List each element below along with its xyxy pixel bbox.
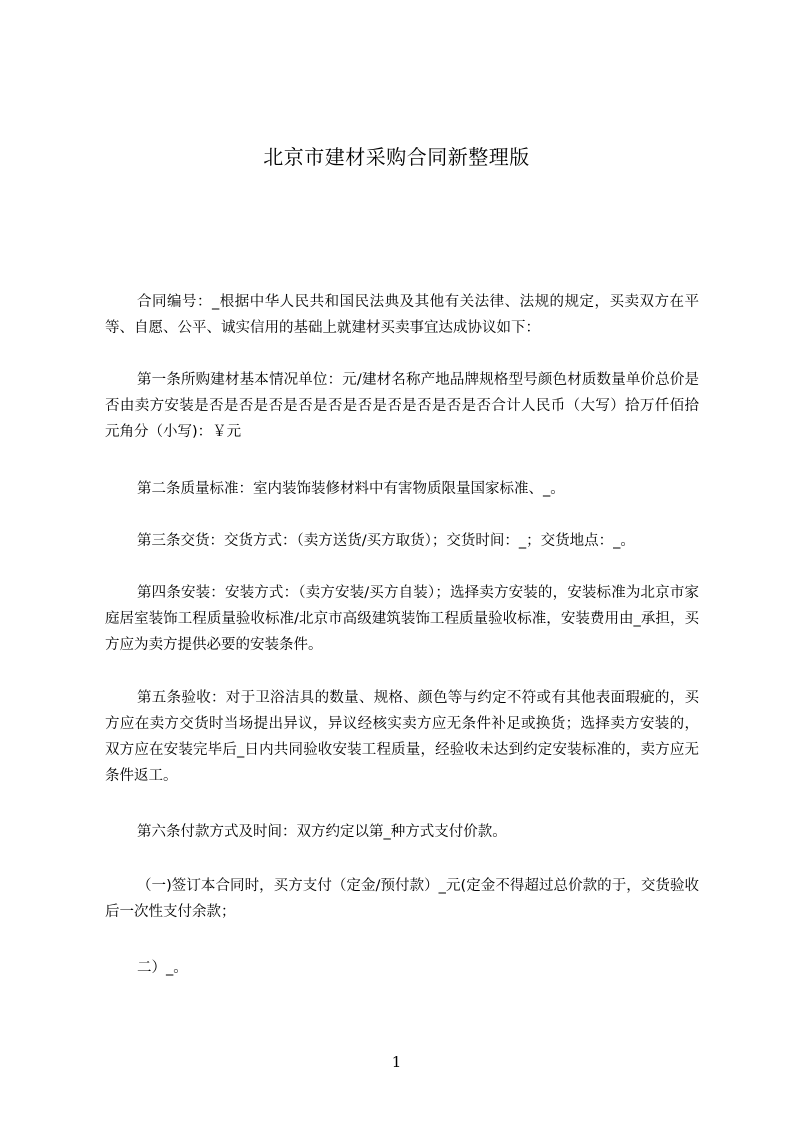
document-title: 北京市建材采购合同新整理版 xyxy=(263,145,530,169)
paragraph-8-block xyxy=(105,873,699,925)
paragraph-3-block xyxy=(105,476,699,502)
paragraph-article-6: 第六条付款方式及时间：双方约定以第_种方式支付价款。 xyxy=(137,824,507,840)
paragraph-1-block xyxy=(105,289,699,341)
paragraph-2-block xyxy=(105,367,699,445)
paragraph-9-block xyxy=(105,955,699,981)
page-number: 1 xyxy=(391,1053,402,1071)
paragraph-article-1: 第一条所购建材基本情况单位：元/建材名称产地品牌规格型号颜色材质数量单价总价是否由卖方安装是否是否是否是否是否是否是否是否是否是否合计人民币（大写）拾万仟佰拾元角分（小写)：￥元 xyxy=(105,372,699,440)
paragraph-contract-number: 合同编号：_根据中华人民共和国民法典及其他有关法律、法规的规定，买卖双方在平等、自愿、公平、诚实信用的基础上就建材买卖事宜达成协议如下： xyxy=(105,294,699,336)
paragraph-article-5: 第五条验收：对于卫浴洁具的数量、规格、颜色等与约定不符或有其他表面瑕疵的，买方应在卖方交货时当场提出异议，异议经核实卖方应无条件补足或换货；选择卖方安装的，双方应在安装完毕后_日内共同验收安装工程质量，经验收未达到约定安装标准的，卖方应无条件返工。 xyxy=(105,690,699,784)
paragraph-payment-option-1: （一)签订本合同时，买方支付（定金/预付款）_元(定金不得超过总价款的于，交货验收后一次性支付余款； xyxy=(105,878,699,920)
paragraph-7-block xyxy=(105,819,699,845)
paragraph-5-block xyxy=(105,580,699,658)
paragraph-article-4: 第四条安装：安装方式：（卖方安装/买方自装）；选择卖方安装的，安装标准为北京市家庭居室装饰工程质量验收标准/北京市高级建筑装饰工程质量验收标准，安装费用由_承担，买方应为卖方提供必要的安装条件。 xyxy=(105,585,699,653)
paragraph-6-block xyxy=(105,685,699,789)
paragraph-article-2: 第二条质量标准：室内装饰装修材料中有害物质限量国家标准、_。 xyxy=(137,481,565,497)
paragraph-article-3: 第三条交货：交货方式：（卖方送货/买方取货）；交货时间：_；交货地点：_。 xyxy=(137,533,635,549)
paragraph-4-block xyxy=(105,528,699,554)
paragraph-payment-option-2: 二）_。 xyxy=(137,960,188,976)
